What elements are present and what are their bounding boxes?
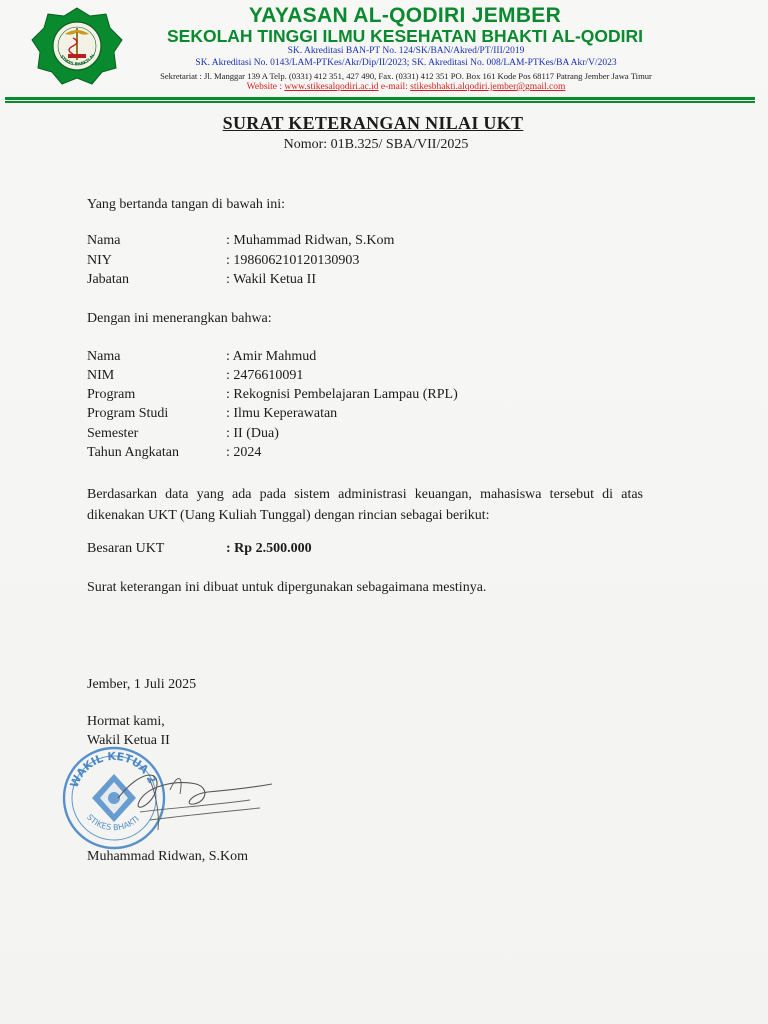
field-label: Nama	[87, 349, 121, 364]
field-label: NIY	[87, 253, 112, 268]
field-label: Nama	[87, 233, 121, 248]
field-label: Jabatan	[87, 272, 129, 287]
intro-text: Yang bertanda tangan di bawah ini:	[87, 197, 286, 212]
field-label: NIM	[87, 368, 115, 383]
basis-paragraph: Berdasarkan data yang ada pada sistem administrasi keuangan, mahasiswa tersebut di atas dikenakan UKT (Uang Kuliah Tunggal) dengan rincian sebagai berikut:	[87, 487, 643, 523]
ukt-colon: :	[226, 541, 231, 556]
document-number: Nomor: 01B.325/ SBA/VII/2025	[283, 137, 469, 152]
contact-line	[0, 82, 768, 92]
handwritten-signature	[110, 750, 280, 845]
svg-text:STIKES BHAKTI: STIKES BHAKTI	[85, 812, 141, 833]
field-label: Tahun Angkatan	[87, 445, 179, 460]
signer-row	[87, 233, 394, 249]
field-value: : Rekognisi Pembelajaran Lampau (RPL)	[226, 387, 458, 402]
place-date: Jember, 1 Juli 2025	[87, 677, 197, 692]
website-label: Website :	[246, 82, 285, 92]
signer-row	[87, 272, 316, 288]
field-value: : 2476610091	[226, 368, 304, 383]
student-row	[87, 349, 316, 365]
address-line: Sekretariat : Jl. Manggar 139 A Telp. (0331) 412 351, 427 490, Fax. (0331) 412 351 PO. Box 161 Kode Pos 68117 Patrang Jember Jawa Timur	[160, 71, 652, 81]
ukt-label: Besaran UKT	[87, 541, 165, 556]
ukt-row	[87, 541, 312, 557]
student-row	[87, 368, 303, 384]
svg-text:WAKIL KETUA 2: WAKIL KETUA 2	[67, 749, 159, 790]
student-row	[87, 445, 261, 461]
document-title: SURAT KETERANGAN NILAI UKT	[222, 113, 524, 133]
closing-text: Surat keterangan ini dibuat untuk dipergunakan sebagaimana mestinya.	[87, 580, 487, 595]
ukt-amount: Rp 2.500.000	[234, 541, 312, 556]
field-value: : Muhammad Ridwan, S.Kom	[226, 233, 395, 248]
svg-text:STIKES BHAKTI AL-QODIRI: STIKES BHAKTI AL	[59, 52, 96, 67]
student-row	[87, 387, 458, 403]
field-label: Program Studi	[87, 406, 169, 421]
field-label: Program	[87, 387, 136, 402]
field-value: : 198606210120130903	[226, 253, 360, 268]
statement-text: Dengan ini menerangkan bahwa:	[87, 311, 272, 326]
student-row	[87, 406, 337, 422]
field-value: : Ilmu Keperawatan	[226, 406, 338, 421]
signer-position: Wakil Ketua II	[87, 733, 170, 748]
signer-name: Muhammad Ridwan, S.Kom	[87, 849, 248, 864]
regards-text: Hormat kami,	[87, 714, 165, 729]
signer-row	[87, 253, 359, 269]
foundation-name: YAYASAN AL-QODIRI JEMBER	[248, 4, 562, 27]
field-value: : II (Dua)	[226, 426, 279, 441]
student-row	[87, 426, 279, 442]
college-name: SEKOLAH TINGGI ILMU KESEHATAN BHAKTI AL-QODIRI	[166, 26, 644, 46]
field-value: : Wakil Ketua II	[226, 272, 316, 287]
accreditation-line-1: SK. Akreditasi BAN-PT No. 124/SK/BAN/Akred/PT/III/2019	[287, 46, 525, 56]
field-value: : 2024	[226, 445, 262, 460]
accreditation-line-2: SK. Akreditasi No. 0143/LAM-PTKes/Akr/Dip/II/2023; SK. Akreditasi No. 008/LAM-PTKes/BA Akr/V/2023	[195, 58, 617, 68]
header-rule	[5, 97, 755, 100]
field-label: Semester	[87, 426, 139, 441]
email-link[interactable]: stikesbhakti.alqodiri.jember@gmail.com	[410, 82, 566, 92]
email-label: e-mail:	[378, 82, 411, 92]
header-rule-thin	[5, 101, 755, 103]
website-link[interactable]: www.stikesalqodiri.ac.id	[284, 82, 379, 92]
field-value: : Amir Mahmud	[226, 349, 317, 364]
